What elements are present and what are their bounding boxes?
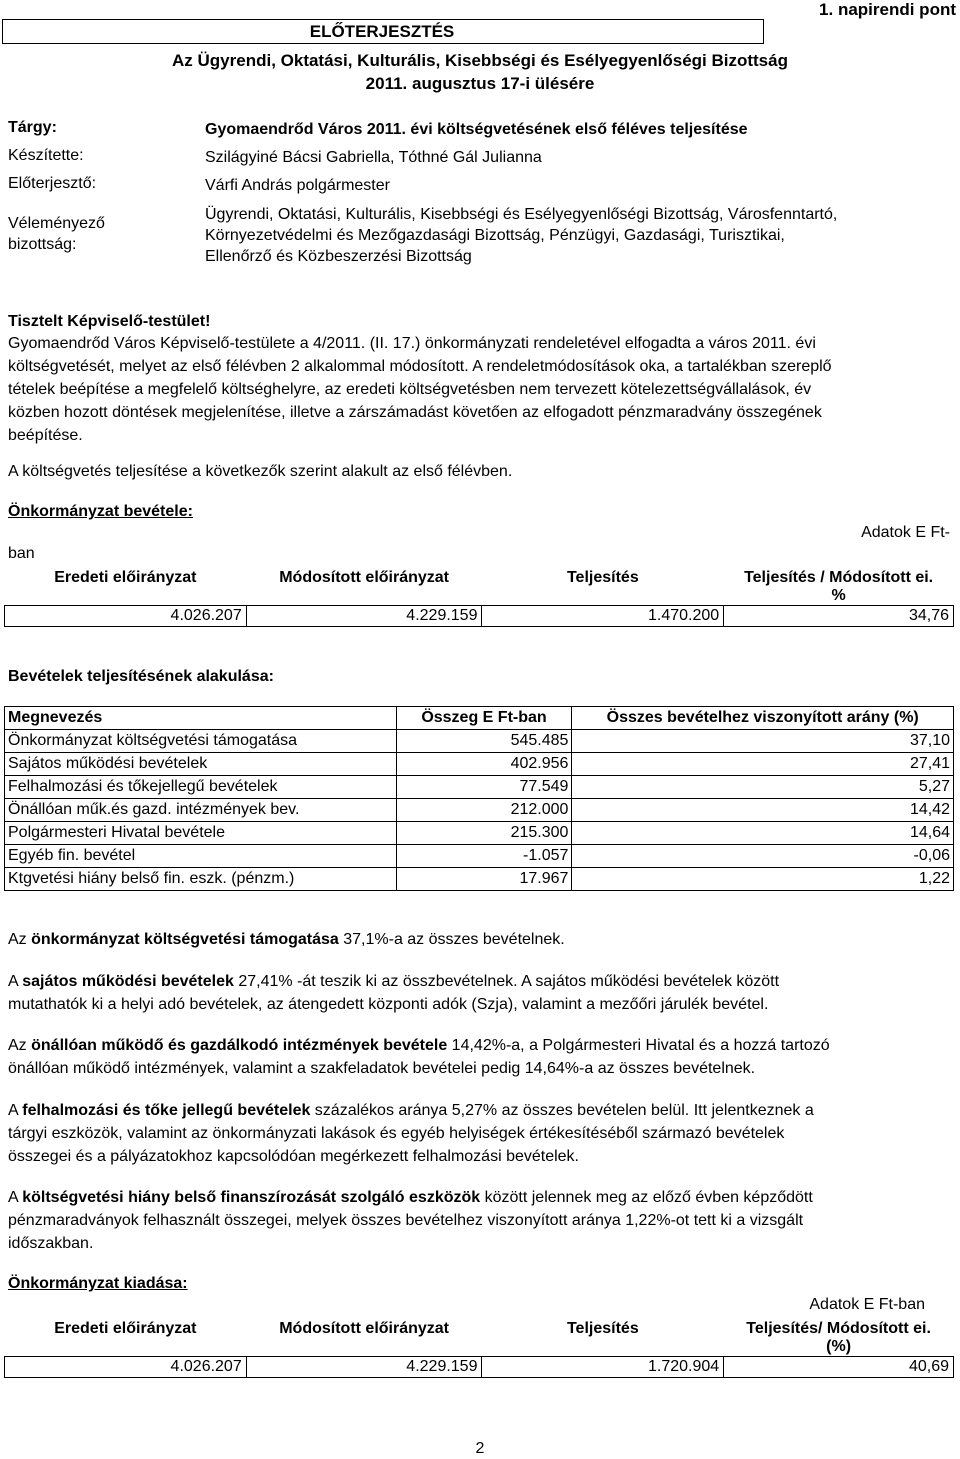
expense-col-ratio-unit: (%) [826, 1338, 852, 1355]
income-breakdown-table [4, 706, 954, 891]
meeting-date: 2011. augusztus 17-i ülésére [365, 74, 595, 93]
committee-label-line: bizottság: [8, 236, 77, 253]
deficit-financing-note: A költségvetési hiány belső finanszírozását szolgáló eszközök között jelennek meg az előző évben képződött pénzmaradványok felhasznált összegei, melyek összes bevételhez viszonyított aránya 1,22%-ot tett ki a vizsgált időszakban. [8, 1189, 813, 1252]
prepared-label: Készítette: [8, 147, 84, 164]
row-ratio: 14,64 [572, 822, 954, 845]
capital-revenue-note: A felhalmozási és tőke jellegű bevételek százalékos aránya 5,27% az összes bevételen belül. Itt jelentkeznek a tárgyi eszközök, valamint az önkormányzati lakások és egyéb helyiségek értékesítéséből származó bevételek összegei és a pályázatokhoz kapcsolódóan megérkezett felhalmozási bevételek. [8, 1102, 814, 1165]
income-modified-value: 4.229.159 [246, 606, 482, 627]
row-amount: 77.549 [396, 776, 572, 799]
page-number: 2 [475, 1440, 485, 1457]
row-amount: 402.956 [396, 753, 572, 776]
row-ratio: 14,42 [572, 799, 954, 822]
income-col-ratio [724, 569, 954, 606]
table-row [5, 845, 954, 868]
expense-original-value: 4.026.207 [5, 1357, 247, 1378]
row-name: Sajátos működési bevételek [5, 753, 397, 776]
intro-line: tételek beépítése a megfelelő költséghelyre, az eredeti költségvetésben nem tervezett kötelezettségvállalások, év [8, 381, 812, 398]
row-ratio: 37,10 [572, 730, 954, 753]
row-amount: -1.057 [396, 845, 572, 868]
income-col-ratio-unit: % [831, 587, 846, 604]
subject-label: Tárgy: [8, 119, 57, 136]
committee-label-line: Véleményező [8, 215, 105, 232]
row-ratio: 5,27 [572, 776, 954, 799]
expense-performance-value: 1.720.904 [482, 1357, 724, 1378]
prepared-value: Szilágyiné Bácsi Gabriella, Tóthné Gál Julianna [205, 149, 542, 166]
expense-summary-table [4, 1320, 954, 1378]
intro-line: közben hozott döntések megjelenítése, illetve a zárszámadást követően az elfogadott pénzmaradvány összegének [8, 404, 822, 421]
emphasis: önállóan működő és gazdálkodó intézmények bevétele [31, 1037, 448, 1054]
row-amount: 17.967 [396, 868, 572, 891]
expense-modified-value: 4.229.159 [246, 1357, 482, 1378]
intro-paragraph [8, 332, 954, 447]
document-title: ELŐTERJESZTÉS [309, 22, 455, 41]
income-ratio-value: 34,76 [724, 606, 954, 627]
table-row [5, 730, 954, 753]
agenda-item-label: 1. napirendi pont [819, 0, 956, 19]
row-name: Egyéb fin. bevétel [5, 845, 397, 868]
expense-col-modified: Módosított előirányzat [279, 1320, 449, 1337]
income-col-modified: Módosított előirányzat [279, 569, 449, 586]
committee-line: Környezetvédelmi és Mezőgazdasági Bizottság, Pénzügyi, Gazdasági, Turisztikai, [205, 227, 785, 244]
income-original-value: 4.026.207 [5, 606, 247, 627]
intro-line: Gyomaendrőd Város Képviselő-testülete a 4/2011. (II. 17.) önkormányzati rendeletével elfogadta a város 2011. évi [8, 335, 816, 352]
income-col-original: Eredeti előirányzat [54, 569, 197, 586]
income-col-ratio-line: Teljesítés / Módosított ei. [744, 569, 934, 586]
breakdown-col-amount: Összeg E Ft-ban [396, 707, 572, 730]
emphasis: költségvetési hiány belső finanszírozását szolgáló eszközök [22, 1189, 481, 1206]
expense-unit: Adatok E Ft-ban [809, 1296, 925, 1313]
breakdown-col-name: Megnevezés [5, 707, 397, 730]
table-row [5, 776, 954, 799]
table-row [5, 822, 954, 845]
income-unit: Adatok E Ft- [861, 524, 950, 541]
institution-revenue-note: Az önállóan működő és gazdálkodó intézmények bevétele 14,42%-a, a Polgármesteri Hivatal és a hozzá tartozó önállóan működő intézmények, valamint a szakfeladatok bevételei pedig 14,64%-a az összes bevételnek. [8, 1037, 830, 1077]
table-row [5, 799, 954, 822]
breakdown-heading: Bevételek teljesítésének alakulása: [8, 668, 274, 685]
expense-col-ratio [724, 1320, 954, 1357]
income-unit-suffix: ban [8, 545, 35, 562]
table-row [5, 753, 954, 776]
emphasis: önkormányzat költségvetési támogatása [31, 931, 339, 948]
income-col-performance: Teljesítés [566, 569, 639, 586]
breakdown-col-ratio: Összes bevételhez viszonyított arány (%) [572, 707, 954, 730]
salutation: Tisztelt Képviselő-testület! [8, 313, 211, 330]
row-name: Felhalmozási és tőkejellegű bevételek [5, 776, 397, 799]
row-ratio: 27,41 [572, 753, 954, 776]
presenter-value: Várfi András polgármester [205, 177, 390, 194]
row-amount: 545.485 [396, 730, 572, 753]
expense-col-original: Eredeti előirányzat [54, 1320, 197, 1337]
subject-value: Gyomaendrőd Város 2011. évi költségvetésének első féléves teljesítése [205, 121, 748, 138]
intro-line: beépítése. [8, 427, 83, 444]
emphasis: sajátos működési bevételek [22, 973, 234, 990]
emphasis: felhalmozási és tőke jellegű bevételek [22, 1102, 311, 1119]
income-heading: Önkormányzat bevétele: [8, 503, 193, 520]
row-name: Ktgvetési hiány belső fin. eszk. (pénzm.) [5, 868, 397, 891]
support-note: Az önkormányzat költségvetési támogatása 37,1%-a az összes bevételnek. [8, 931, 565, 948]
income-summary-table [4, 569, 954, 627]
expense-col-performance: Teljesítés [566, 1320, 639, 1337]
intro-line: költségvetését, melyet az első félévben 2 alkalommal módosított. A rendeletmódosítások oka, a tartalékban szereplő [8, 358, 832, 375]
performance-intro: A költségvetés teljesítése a következők szerint alakult az első félévben. [8, 463, 513, 480]
committee-heading: Az Ügyrendi, Oktatási, Kulturális, Kisebbségi és Esélyegyenlőségi Bizottság [172, 51, 788, 70]
expense-heading: Önkormányzat kiadása: [8, 1275, 188, 1292]
row-name: Polgármesteri Hivatal bevétele [5, 822, 397, 845]
presenter-label: Előterjesztő: [8, 175, 97, 192]
own-revenue-note: A sajátos működési bevételek 27,41% -át teszik ki az összbevételnek. A sajátos működési bevételek között mutathatók ki a helyi adó bevételek, az átengedett központi adók (Szja), valamint a mezőőri járulék bevétel. [8, 973, 780, 1013]
row-name: Önkormányzat költségvetési támogatása [5, 730, 397, 753]
row-ratio: -0,06 [572, 845, 954, 868]
row-amount: 215.300 [396, 822, 572, 845]
row-name: Önállóan műk.és gazd. intézmények bev. [5, 799, 397, 822]
income-performance-value: 1.470.200 [482, 606, 724, 627]
committee-line: Ellenőrző és Közbeszerzési Bizottság [205, 248, 472, 265]
committee-line: Ügyrendi, Oktatási, Kulturális, Kisebbségi és Esélyegyenlőségi Bizottság, Városfenntartó, [205, 206, 838, 223]
table-row [5, 868, 954, 891]
expense-ratio-value: 40,69 [724, 1357, 954, 1378]
expense-col-ratio-line: Teljesítés/ Módosított ei. [746, 1320, 931, 1337]
row-amount: 212.000 [396, 799, 572, 822]
committee-value [205, 204, 837, 267]
committee-label [8, 213, 105, 255]
row-ratio: 1,22 [572, 868, 954, 891]
